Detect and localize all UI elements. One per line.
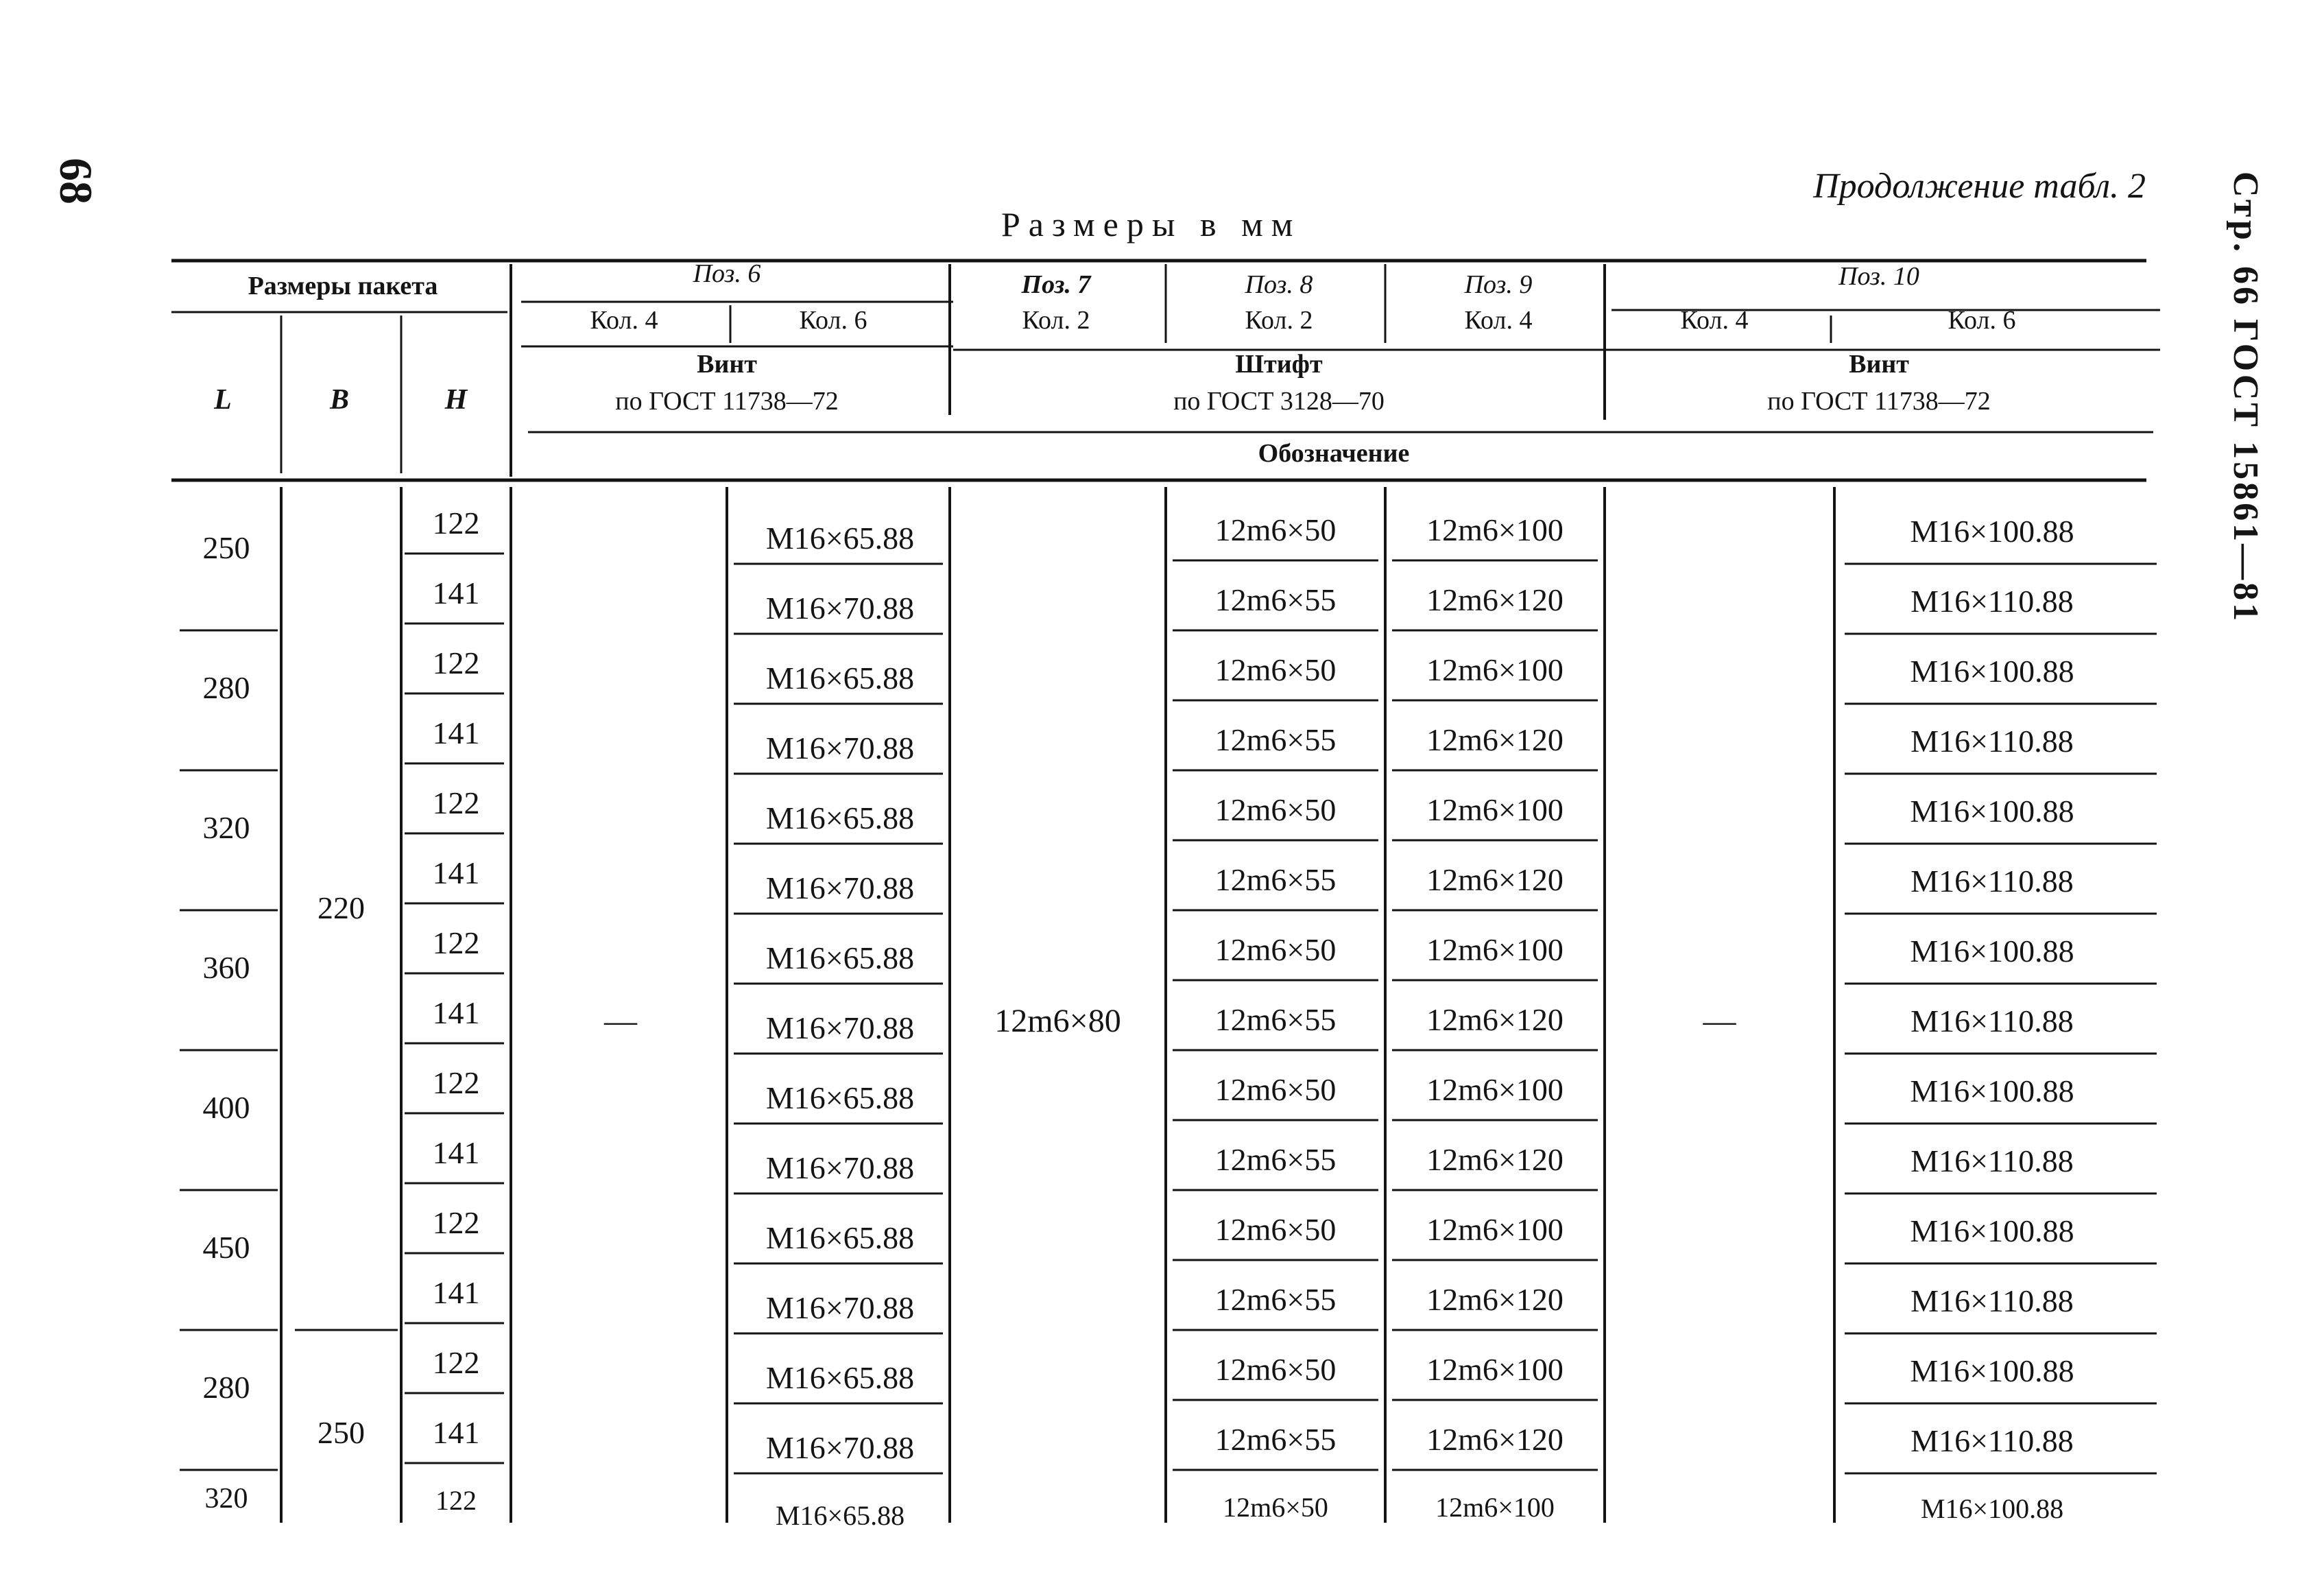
cell-poz10: M16×110.88	[1910, 1283, 2074, 1318]
header-gost-poz6: по ГОСТ 11738—72	[615, 387, 839, 416]
cell-poz9: 12m6×120	[1426, 722, 1564, 757]
cell-poz8: 12m6×50	[1214, 1072, 1337, 1107]
header-poz8: Поз. 8	[1245, 270, 1313, 299]
page-number: 68	[50, 158, 102, 204]
cell-l: 320	[204, 1483, 248, 1514]
cell-poz10: M16×100.88	[1910, 794, 2074, 829]
cell-poz9: 12m6×120	[1426, 1142, 1564, 1177]
cell-poz8: 12m6×50	[1214, 512, 1337, 547]
cell-poz8: 12m6×55	[1214, 582, 1337, 617]
header-poz9: Поз. 9	[1464, 270, 1533, 299]
cell-poz10: M16×100.88	[1910, 934, 2074, 969]
side-standard-title: Стр. 66 ГОСТ 15861—81	[2226, 171, 2265, 624]
cell-poz8: 12m6×50	[1214, 932, 1337, 967]
cell-l: 280	[202, 670, 250, 705]
cell-l: 360	[202, 950, 250, 985]
cell-poz9: 12m6×120	[1426, 1282, 1564, 1317]
cell-poz10: M16×100.88	[1910, 654, 2074, 689]
cell-poz10: M16×110.88	[1910, 1003, 2074, 1038]
cell-poz6: M16×70.88	[765, 591, 915, 626]
cell-poz8: 12m6×55	[1214, 1142, 1337, 1177]
cell-l: 400	[202, 1090, 250, 1125]
cell-l: 320	[202, 810, 250, 845]
cell-poz10: M16×100.88	[1910, 1073, 2074, 1108]
cell-poz8: 12m6×50	[1214, 1212, 1337, 1247]
cell-h: 141	[432, 995, 480, 1030]
cell-h: 122	[432, 645, 480, 680]
header-gost-poz10: по ГОСТ 11738—72	[1767, 387, 1991, 416]
cell-h: 122	[432, 1345, 480, 1380]
header-kol2-poz8: Кол. 2	[1245, 306, 1313, 335]
cell-h: 141	[432, 1135, 480, 1170]
cell-poz6: M16×65.88	[765, 661, 915, 696]
cell-poz10: M16×100.88	[1920, 1493, 2064, 1524]
cell-poz10: M16×110.88	[1910, 864, 2074, 899]
cell-h: 122	[432, 1205, 480, 1240]
cell-poz9: 12m6×100	[1426, 1352, 1564, 1387]
cell-b: 250	[318, 1415, 365, 1451]
continuation-caption: Продолжение табл. 2	[1813, 167, 2146, 206]
cell-poz6: M16×65.88	[765, 1360, 915, 1395]
cell-poz9: 12m6×120	[1426, 582, 1564, 617]
cell-poz6: M16×70.88	[765, 1010, 915, 1045]
cell-poz9: 12m6×100	[1426, 512, 1564, 547]
cell-poz9: 12m6×100	[1435, 1492, 1555, 1523]
cell-poz10: M16×110.88	[1910, 1143, 2074, 1178]
header-designation: Обозначение	[1258, 439, 1410, 468]
cell-poz10: M16×100.88	[1910, 1353, 2074, 1388]
cell-poz6: M16×70.88	[765, 870, 915, 905]
cell-poz8: 12m6×50	[1214, 1352, 1337, 1387]
cell-poz8: 12m6×55	[1214, 722, 1337, 757]
cell-poz7: 12m6×80	[994, 1002, 1121, 1039]
header-poz7: Поз. 7	[1021, 270, 1091, 299]
cell-b: 220	[318, 890, 365, 926]
header-packet-sizes: Размеры пакета	[248, 272, 438, 300]
cell-poz9: 12m6×100	[1426, 652, 1564, 687]
cell-poz6: M16×65.88	[765, 521, 915, 556]
cell-poz10: M16×110.88	[1910, 1423, 2074, 1458]
cell-poz8: 12m6×50	[1223, 1492, 1328, 1523]
dash-poz6: —	[604, 1002, 637, 1039]
header-gost-shtift: по ГОСТ 3128—70	[1173, 387, 1385, 416]
cell-poz10: M16×110.88	[1910, 724, 2074, 759]
cell-poz9: 12m6×120	[1426, 1002, 1564, 1037]
cell-poz6: M16×65.88	[765, 800, 915, 835]
cell-h: 141	[432, 855, 480, 890]
cell-poz8: 12m6×55	[1214, 1282, 1337, 1317]
cell-h: 141	[432, 1415, 480, 1450]
header-kol6-poz6: Кол. 6	[799, 306, 867, 335]
header-poz10: Поз. 10	[1838, 262, 1919, 291]
cell-poz8: 12m6×55	[1214, 862, 1337, 897]
header-kol2-poz7: Кол. 2	[1022, 306, 1090, 335]
header-kol4-poz10: Кол. 4	[1680, 306, 1749, 335]
cell-poz10: M16×100.88	[1910, 514, 2074, 549]
header-kol4-poz9: Кол. 4	[1464, 306, 1533, 335]
cell-h: 141	[432, 1275, 480, 1310]
cell-poz6: M16×70.88	[765, 730, 915, 765]
cell-poz8: 12m6×50	[1214, 652, 1337, 687]
cell-poz10: M16×110.88	[1910, 584, 2074, 619]
cell-poz9: 12m6×120	[1426, 862, 1564, 897]
cell-h: 141	[432, 575, 480, 610]
cell-poz6: M16×65.88	[765, 1080, 915, 1115]
cell-l: 250	[202, 530, 250, 565]
cell-poz6: M16×65.88	[765, 940, 915, 975]
cell-h: 141	[432, 715, 480, 750]
cell-poz9: 12m6×100	[1426, 792, 1564, 827]
cell-poz6: M16×70.88	[765, 1150, 915, 1185]
cell-poz6: M16×65.88	[775, 1500, 905, 1531]
cell-l: 450	[202, 1230, 250, 1265]
header-poz6: Поз. 6	[693, 259, 761, 288]
cell-l: 280	[202, 1370, 250, 1405]
cell-h: 122	[432, 506, 480, 540]
header-kol4-poz6: Кол. 4	[590, 306, 658, 335]
header-vint-poz10: Винт	[1849, 350, 1909, 379]
cell-poz9: 12m6×100	[1426, 1212, 1564, 1247]
cell-poz6: M16×70.88	[765, 1430, 915, 1465]
dash-poz10: —	[1703, 1002, 1736, 1039]
cell-poz9: 12m6×120	[1426, 1422, 1564, 1457]
cell-poz8: 12m6×50	[1214, 792, 1337, 827]
cell-h: 122	[432, 785, 480, 820]
cell-poz8: 12m6×55	[1214, 1002, 1337, 1037]
cell-h: 122	[432, 925, 480, 960]
header-b: B	[329, 384, 349, 416]
cell-poz9: 12m6×100	[1426, 932, 1564, 967]
header-shtift: Штифт	[1235, 350, 1323, 379]
header-h: H	[444, 384, 468, 416]
cell-poz6: M16×65.88	[765, 1220, 915, 1255]
cell-poz9: 12m6×100	[1426, 1072, 1564, 1107]
cell-h: 122	[435, 1485, 477, 1516]
cell-poz6: M16×70.88	[765, 1290, 915, 1325]
cell-poz8: 12m6×55	[1214, 1422, 1337, 1457]
cell-h: 122	[432, 1065, 480, 1100]
units-caption: Размеры в мм	[1001, 205, 1302, 243]
cell-poz10: M16×100.88	[1910, 1213, 2074, 1248]
header-l: L	[214, 384, 232, 416]
header-vint-poz6: Винт	[697, 350, 757, 379]
header-kol6-poz10: Кол. 6	[1948, 306, 2016, 335]
